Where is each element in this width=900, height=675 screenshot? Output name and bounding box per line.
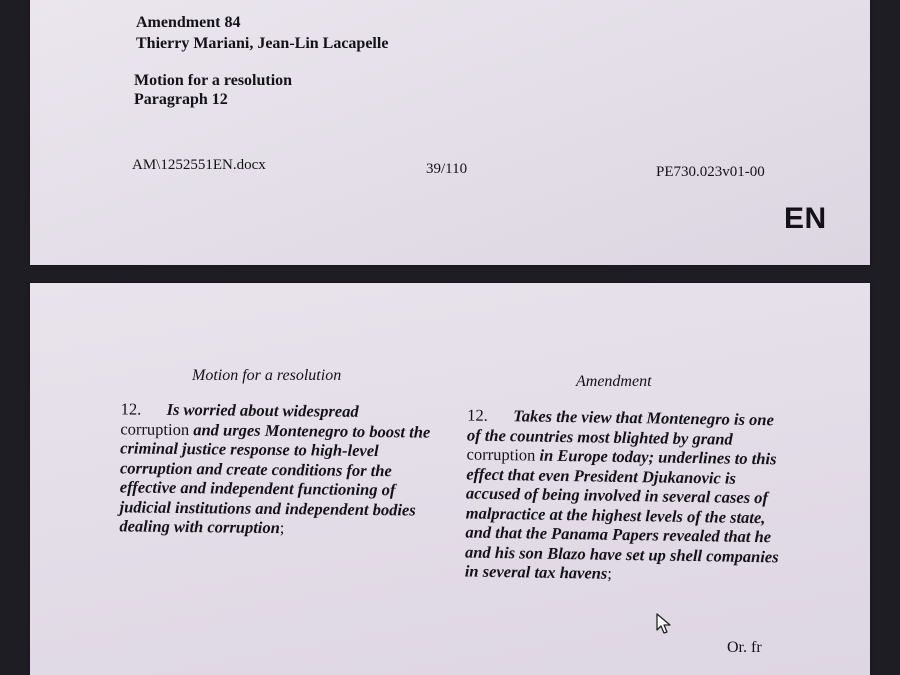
- previous-page: [30, 0, 870, 265]
- text-segment: Takes the view that Montenegro is one of the countries most blighted by grand: [466, 406, 775, 449]
- paragraph-reference: Paragraph 12: [134, 91, 228, 108]
- text-segment: Is worried about widespread: [166, 399, 359, 421]
- footer-file-name: AM\1252551EN.docx: [132, 157, 266, 173]
- text-segment: and urges Montenegro to boost the criminal justice response to high-level corruption and create conditions for the effective and independent functioning of judicial institutions and independent bodies dealing with corruption: [119, 419, 431, 538]
- text-segment: ;: [607, 563, 613, 583]
- language-badge: EN: [784, 202, 827, 235]
- left-column-heading: Motion for a resolution: [192, 367, 342, 384]
- footer-reference: PE730.023v01-00: [656, 164, 765, 180]
- text-segment: corruption: [120, 418, 190, 439]
- amendment-text-cell: [465, 405, 788, 586]
- amendment-number: Amendment 84: [136, 14, 241, 31]
- original-language: Or. fr: [727, 639, 762, 656]
- text-segment: corruption: [466, 444, 536, 465]
- paragraph-number: 12.: [120, 399, 142, 419]
- original-text-cell: [119, 399, 430, 539]
- paragraph-number: 12.: [467, 405, 489, 425]
- right-column-heading: Amendment: [576, 373, 652, 390]
- mouse-pointer-icon: [656, 613, 672, 640]
- amendment-authors: Thierry Mariani, Jean-Lin Lacapelle: [136, 35, 389, 52]
- current-page: [30, 283, 870, 675]
- footer-page-number: 39/110: [426, 161, 468, 177]
- text-segment: ;: [279, 518, 285, 538]
- text-segment: in Europe today; underlines to this effect that even President Djukanovic is accused of being involved in several cases of malpractice at the highest levels of the state, and that the Panama Papers revealed that he and his son Blazo have set up shell companies in several tax havens: [464, 445, 779, 583]
- document-type: Motion for a resolution: [134, 72, 293, 89]
